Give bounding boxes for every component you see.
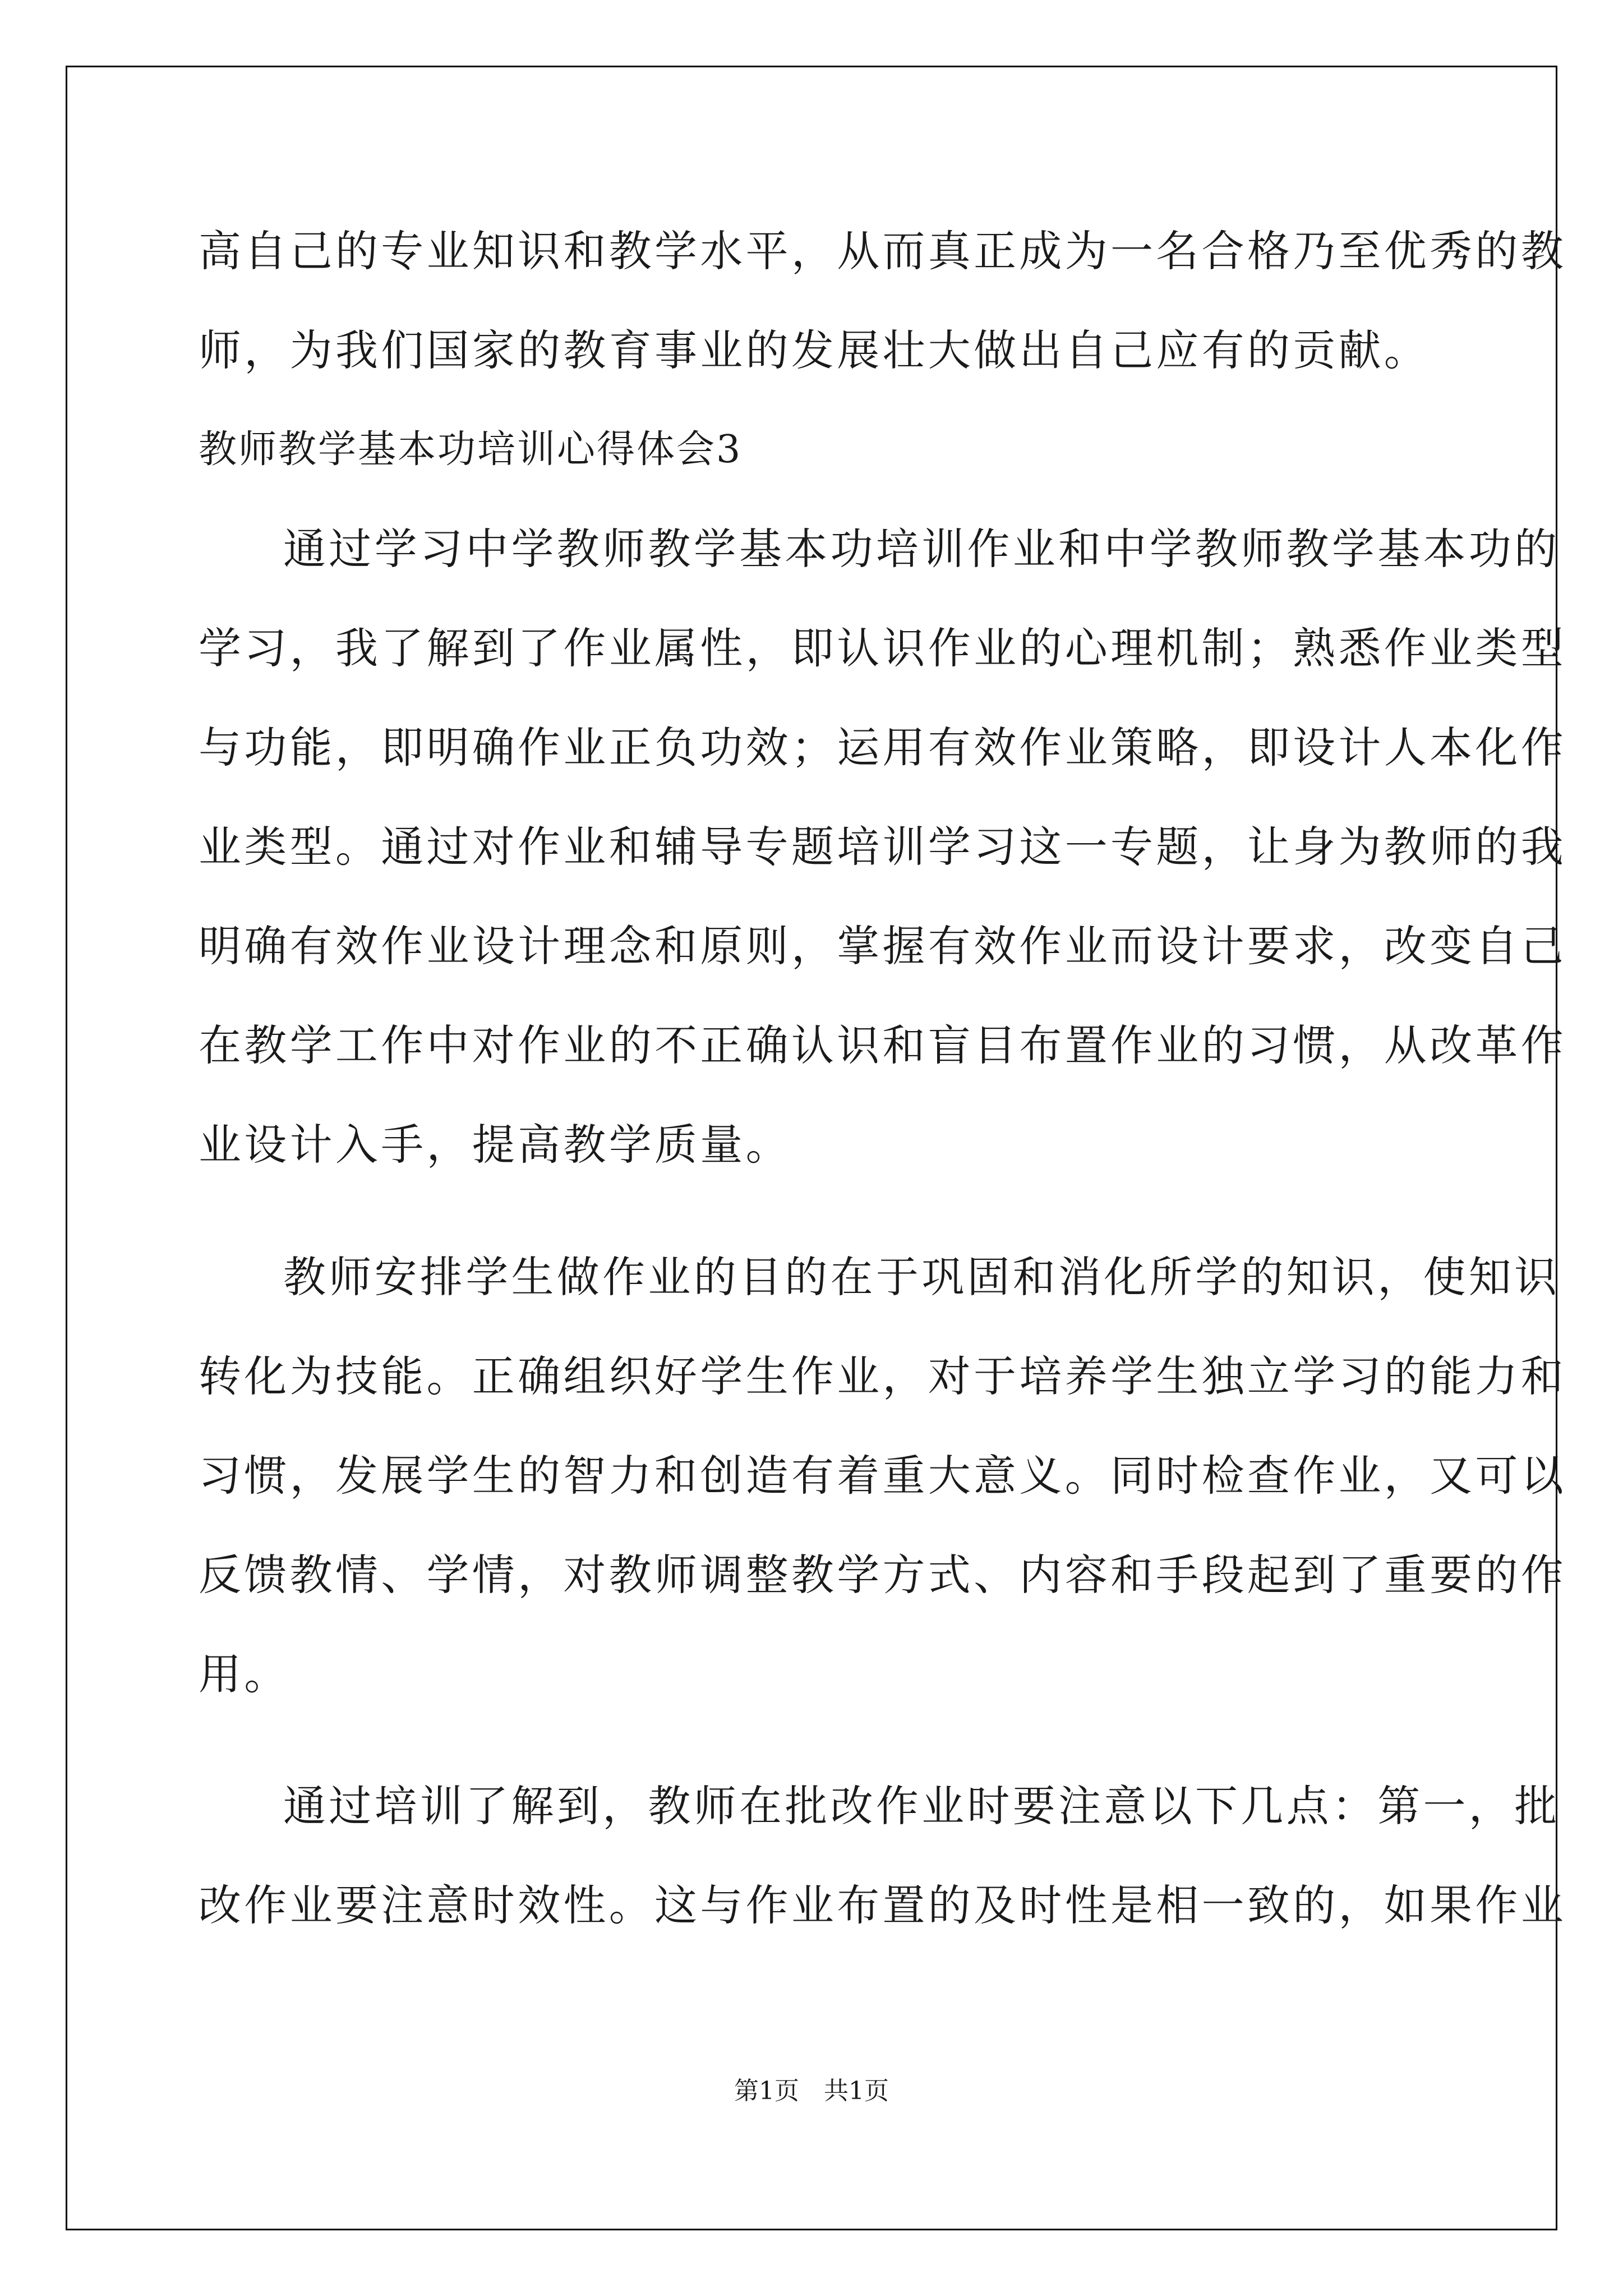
text-line: 通过培训了解到，教师在批改作业时要注意以下几点：第一，批 xyxy=(283,1781,1560,1831)
text-line: 学习，我了解到了作业属性，即认识作业的心理机制；熟悉作业类型 xyxy=(199,623,1566,673)
text-line: 业类型。通过对作业和辅导专题培训学习这一专题，让身为教师的我 xyxy=(199,822,1566,872)
text-line: 与功能，即明确作业正负功效；运用有效作业策略，即设计人本化作 xyxy=(199,723,1566,772)
text-line: 通过学习中学教师教学基本功培训作业和中学教师教学基本功的 xyxy=(283,524,1560,574)
text-line: 师，为我们国家的教育事业的发展壮大做出自己应有的贡献。 xyxy=(199,325,1430,375)
page-footer: 第1页 共1页 xyxy=(734,2077,889,2105)
text-line: 习惯，发展学生的智力和创造有着重大意义。同时检查作业，又可以 xyxy=(199,1451,1566,1501)
text-line: 明确有效作业设计理念和原则，掌握有效作业而设计要求，改变自己 xyxy=(199,921,1566,971)
text-line: 转化为技能。正确组织好学生作业，对于培养学生独立学习的能力和 xyxy=(199,1351,1566,1401)
text-line: 用。 xyxy=(199,1649,290,1699)
text-line: 改作业要注意时效性。这与作业布置的及时性是相一致的，如果作业 xyxy=(199,1880,1566,1930)
text-line: 高自己的专业知识和教学水平，从而真正成为一名合格乃至优秀的教 xyxy=(199,226,1566,276)
text-line: 在教学工作中对作业的不正确认识和盲目布置作业的习惯，从改革作 xyxy=(199,1020,1566,1070)
text-line: 反馈教情、学情，对教师调整教学方式、内容和手段起到了重要的作 xyxy=(199,1550,1566,1600)
text-line: 教师安排学生做作业的目的在于巩固和消化所学的知识，使知识 xyxy=(283,1252,1560,1302)
section-heading: 教师教学基本功培训心得体会3 xyxy=(199,427,743,472)
text-line: 业设计入手，提高教学质量。 xyxy=(199,1120,791,1170)
